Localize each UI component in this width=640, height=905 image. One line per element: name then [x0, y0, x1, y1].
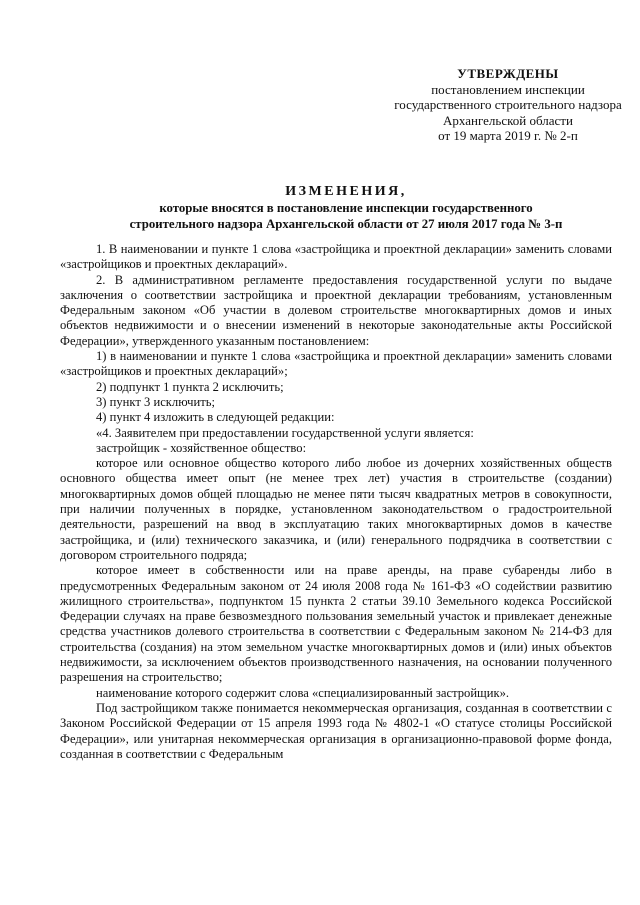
document-heading: [60, 183, 632, 232]
document-subtitle: которые вносятся в постановление инспекции государственного: [159, 201, 533, 215]
document-title: ИЗМЕНЕНИЯ,: [285, 184, 407, 199]
approval-line: Архангельской области: [443, 112, 573, 128]
paragraph: 4) пункт 4 изложить в следующей редакции:: [96, 410, 335, 425]
paragraph: застройщик - хозяйственное общество:: [96, 440, 307, 455]
approval-title: УТВЕРЖДЕНЫ: [457, 66, 559, 81]
approval-block: [388, 66, 628, 144]
paragraph: 1. В наименовании и пункте 1 слова «застройщика и проектной декларации» заменить словами «застройщиков и проектных деклараций».: [60, 242, 612, 272]
paragraph: 2) подпункт 1 пункта 2 исключить;: [96, 379, 284, 394]
approval-date: от 19 марта 2019 г. № 2-п: [438, 128, 578, 143]
paragraph: 1) в наименовании и пункте 1 слова «застройщика и проектной декларации» заменить словами «застройщиков и проектных деклараций»;: [60, 349, 612, 379]
approval-line: государственного строительного надзора: [394, 97, 622, 112]
approval-line: постановлением инспекции: [431, 81, 585, 97]
document-subtitle: строительного надзора Архангельской области от 27 июля 2017 года № 3-п: [129, 217, 563, 231]
paragraph: Под застройщиком также понимается некоммерческая организация, созданная в соответствии с Законом Российской Федерации от 15 апреля 1993 года № 4802-1 «О статусе столицы Российской Федерации», или унитарная некоммерческая организация в организационно-правовой форме фонда, созданная в соответствии с Федеральным: [60, 700, 612, 761]
paragraph: 3) пункт 3 исключить;: [96, 394, 215, 409]
paragraph: «4. Заявителем при предоставлении государственной услуги является:: [96, 425, 474, 440]
paragraph: которое или основное общество которого либо любое из дочерних хозяйственных обществ основного общества имеет опыт (не менее трех лет) участия в строительстве (создании) многоквартирных домов общей площадью не менее пяти тысяч квадратных метров в совокупности, при наличии полученных в порядке, установленном законодательством о градостроительной деятельности, разрешений на ввод в эксплуатацию таких многоквартирных домов в качестве застройщика, и (или) технического заказчика, и (или) генерального подрядчика в соответствии с договором строительного подряда;: [60, 456, 612, 562]
paragraph: 2. В административном регламенте предоставления государственной услуги по выдаче заключения о соответствии застройщика и проектной декларации требованиям, установленным Федеральным законом «Об участии в долевом строительстве многоквартирных домов и иных объектов недвижимости и о внесении изменений в некоторые законодательные акты Российской Федерации», утвержденного указанным постановлением:: [60, 272, 612, 348]
document-body: [60, 242, 612, 762]
paragraph: которое имеет в собственности или на праве аренды, на праве субаренды либо в предусмотренных Федеральным законом от 24 июля 2008 года № 161-ФЗ «О содействии развитию жилищного строительства», подпунктом 15 пункта 2 статьи 39.10 Земельного кодекса Российской Федерации случаях на праве безвозмездного пользования земельный участок и привлекает денежные средства участников долевого строительства в соответствии с Федеральным законом № 214-ФЗ для строительства (создания) на этом земельном участке многоквартирных домов и (или) иных объектов недвижимости, за исключением объектов производственного назначения, на основании полученного разрешения на строительство;: [60, 563, 612, 685]
paragraph: наименование которого содержит слова «специализированный застройщик».: [96, 685, 510, 700]
